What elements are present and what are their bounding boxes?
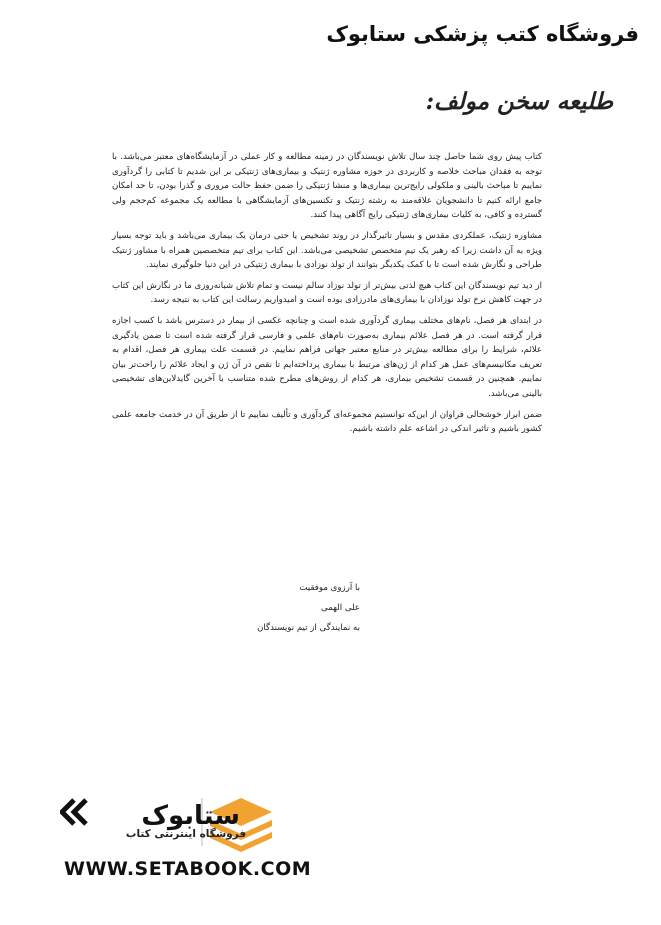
preface-paragraph-1: کتاب پیش روی شما حاصل چند سال تلاش نویسندگان در زمینه مطالعه و کار عملی در آزمایشگاه‌های معتبر می‌باشد. با توجه به فقدان مباحث خلاصه و کاربردی در حوزه مشاوره ژنتیک و بیماری‌های ژنتیکی بر این شدیم تا کتابی را گردآوری نماییم تا مباحث بالینی و ملکولی رایج‌ترین بیماری‌ها و منشا ژنتیکی را ضمن حفظ حالت مروری و گذرا بودن، تا حد امکان جامع ارائه کنیم تا دانشجویان علاقه‌مند به رشته ژنتیک و تکنسین‌های آزمایشگاهی با مطالعه یک مجموعه کم‌حجم ولی گسترده و کافی، به کلیات بیماری‌های ژنتیکی رایج آگاهی پیدا کنند. [112,152,542,221]
store-tagline: فروشگاه اینترنتی کتاب [125,828,247,840]
signature-author-name: علی الهمی [321,603,360,613]
preface-paragraph-5: ضمن ابراز خوشحالی فراوان از این‌که توانستیم مجموعه‌ای گردآوری و تألیف نماییم تا از طریق آن در خدمت جامعه علمی کشور باشیم و تاثیر اندکی در اشاعه علم داشته باشیم. [112,409,542,435]
author-signature [160,578,360,638]
page-title: فروشگاه کتب پزشکی ستابوک [326,22,639,46]
preface-paragraph-2: مشاوره ژنتیک، عملکردی مقدس و بسیار تاثیرگذار در روند تشخیص یا حتی درمان یک بیماری می‌باشد و باید توجه بسیار ویژه به آن داشت زیرا که رهبر یک تیم متخصص تشخیصی می‌باشد. این کتاب برای تیم متخصصین همراه با مشاور ژنتیک طراحی و نگارش شده است تا با کمک یکدیگر بتوانند از تولد نوزادی با بیماری ژنتیکی در این دنیا جلوگیری نمایند. [112,230,542,271]
preface-body [112,150,542,443]
signature-on-behalf: به نمایندگی از تیم نویسندگان [257,623,360,633]
preface-heading: طلیعه سخن مولف: [425,88,613,115]
signature-wish: با آرزوی موفقیت [299,583,360,593]
preface-paragraph-4: در ابتدای هر فصل، نام‌های مختلف بیماری گردآوری شده است و چنانچه عکسی از بیمار در دسترس باشد با کسب اجازه قرار گرفته است. در هر فصل علائم بیماری به‌صورت نام‌های علمی و فارسی قرار گرفته شده است تا ضمن یادگیری علائم، شرایط را برای مطالعه بیش‌تر در منابع معتبر جهانی فراهم نماییم. در قسمت علت بیماری هر فصل، اقدام به تعریف مکانیسم‌های عمل هر کدام از ژن‌های مرتبط با بیماری پرداخته‌ایم تا نقص در آن ژن و ایجاد علائم را راحت‌تر بیان نماییم. همچنین در قسمت تشخیص بیماری، هر کدام از روش‌های مطرح شده متناسب با آخرین گایدلاین‌های تشخیصی بالینی می‌باشد. [112,315,542,399]
brand-logo-text: ستابوک [141,801,240,831]
preface-paragraph-3: از دید تیم نویسندگان این کتاب هیچ لذتی بیش‌تر از تولد نوزاد سالم نیست و تمام تلاش شبانه‌روزی ما در نگارش این کتاب در جهت کاهش نرخ تولد نوزادان با بیماری‌های مادرزادی بوده است و امیدواریم رسالت این کتاب به نتیجه رسد. [112,280,542,306]
website-url[interactable]: WWW.SETABOOK.COM [64,858,312,880]
chevrons-icon [62,800,86,824]
